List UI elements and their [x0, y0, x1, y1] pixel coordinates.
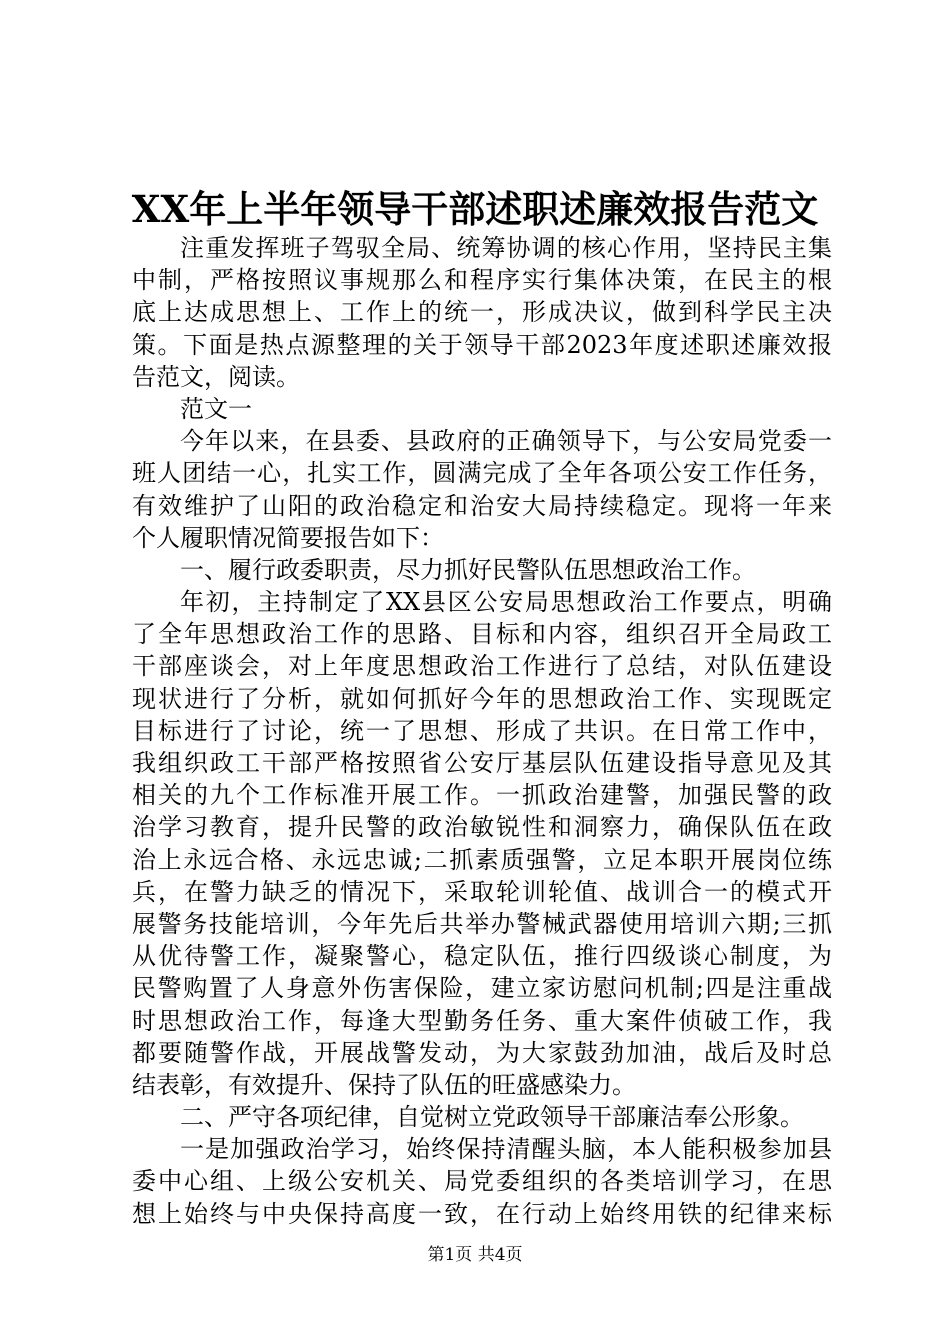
text-line: 今年以来，在县委、县政府的正确领导下，与公安局党委一 [180, 427, 832, 456]
text-line: 个人履职情况简要报告如下： [132, 523, 444, 552]
text-line: 我组织政工干部严格按照省公安厅基层队伍建设指导意见及其 [132, 749, 832, 777]
page-number-footer: 第1页 共4页 [427, 1245, 523, 1265]
text-line: 治上永远合格、永远忠诚;二抓素质强警，立足本职开展岗位练 [132, 845, 832, 874]
text-line: 兵，在警力缺乏的情况下，采取轮训轮值、战训合一的模式开 [132, 877, 832, 906]
document-title: XX年上半年领导干部述职述廉效报告范文 [131, 187, 819, 231]
text-line: 告范文，阅读。 [132, 362, 300, 391]
text-line: 注重发挥班子驾驭全局、统筹协调的核心作用，坚持民主集 [180, 234, 832, 262]
text-line: 民警购置了人身意外伤害保险，建立家访慰问机制;四是注重战 [132, 974, 832, 1003]
text-line: 中制，严格按照议事规那么和程序实行集体决策，在民主的根 [132, 266, 832, 295]
text-line: 了全年思想政治工作的思路、目标和内容，组织召开全局政工 [132, 620, 832, 649]
text-line: 都要随警作战，开展战警发动，为大家鼓劲加油，战后及时总 [132, 1038, 832, 1067]
text-line: 一是加强政治学习，始终保持清醒头脑，本人能积极参加县 [180, 1135, 832, 1164]
text-line: 治学习教育，提升民警的政治敏锐性和洞察力，确保队伍在政 [132, 813, 832, 842]
text-line: 范文一 [180, 394, 252, 423]
document-body [132, 232, 832, 1230]
text-line: 底上达成思想上、工作上的统一，形成决议，做到科学民主决 [132, 298, 832, 327]
text-line: 干部座谈会，对上年度思想政治工作进行了总结，对队伍建设 [132, 652, 832, 681]
text-line: 策。下面是热点源整理的关于领导干部2023年度述职述廉效报 [132, 330, 832, 359]
text-line: 一、履行政委职责，尽力抓好民警队伍思想政治工作。 [180, 555, 756, 584]
text-line: 时思想政治工作，每逢大型勤务任务、重大案件侦破工作，我 [132, 1006, 832, 1035]
text-line: 相关的九个工作标准开展工作。一抓政治建警，加强民警的政 [132, 781, 832, 810]
text-line: 年初，主持制定了XX县区公安局思想政治工作要点，明确 [180, 588, 832, 617]
text-line: 想上始终与中央保持高度一致，在行动上始终用铁的纪律来标 [132, 1199, 832, 1228]
text-line: 有效维护了山阳的政治稳定和治安大局持续稳定。现将一年来 [132, 491, 832, 520]
text-line: 目标进行了讨论，统一了思想、形成了共识。在日常工作中， [132, 716, 832, 745]
text-line: 班人团结一心，扎实工作，圆满完成了全年各项公安工作任务， [132, 459, 832, 488]
text-line: 从优待警工作，凝聚警心，稳定队伍，推行四级谈心制度，为 [132, 942, 832, 971]
text-line: 委中心组、上级公安机关、局党委组织的各类培训学习，在思 [132, 1167, 832, 1196]
text-line: 展警务技能培训，今年先后共举办警械武器使用培训六期;三抓 [132, 909, 832, 938]
text-line: 现状进行了分析，就如何抓好今年的思想政治工作、实现既定 [132, 684, 832, 713]
text-line: 结表彰，有效提升、保持了队伍的旺盛感染力。 [132, 1070, 636, 1099]
text-line: 二、严守各项纪律，自觉树立党政领导干部廉洁奉公形象。 [180, 1103, 804, 1132]
